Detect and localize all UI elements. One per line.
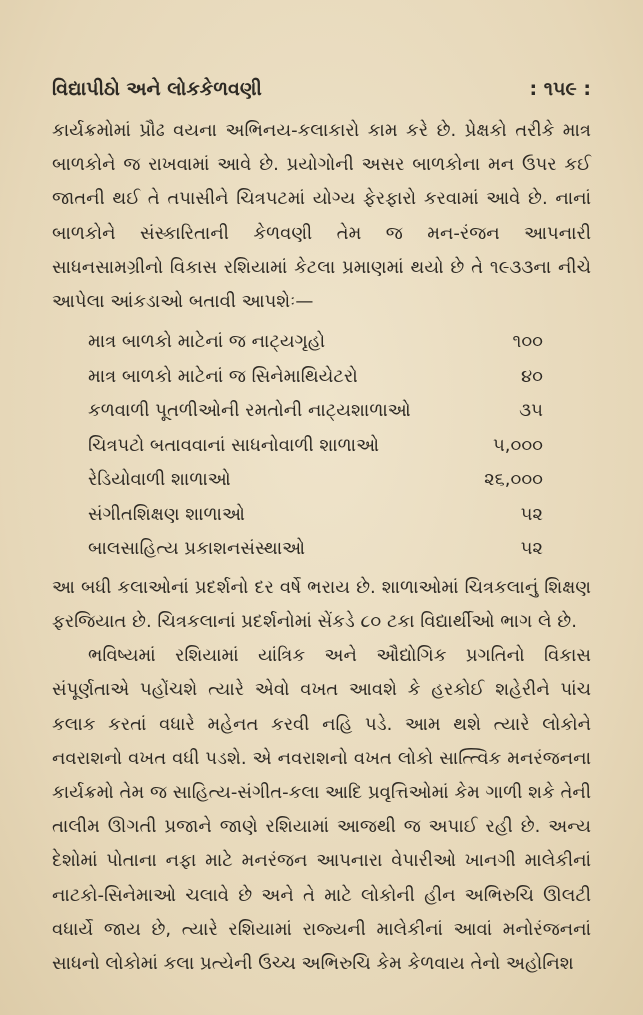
table-row bbox=[88, 394, 591, 429]
row-value: ૪૦ bbox=[521, 365, 543, 387]
row-label: ચિત્રપટો બતાવવાનાં સાધનોવાળી શાળાઓ bbox=[88, 434, 379, 456]
table-row bbox=[88, 463, 591, 498]
row-label: સંગીતશિક્ષણ શાળાઓ bbox=[88, 503, 245, 525]
table-row bbox=[88, 532, 591, 567]
paragraph-2: આ બધી કલાઓનાં પ્રદર્શનો દર વર્ષે ભરાય છે. શાળાઓમાં ચિત્રકલાનું શિક્ષણ ફરજિયાત છે. ચિત્રકલાનાં પ્રદર્શનોમાં સેંકડે ૮૦ ટકા વિદ્યાર્થીઓ ભાગ લે છે. bbox=[52, 576, 591, 632]
row-label: માત્ર બાળકો માટેનાં જ સિનેમાથિયેટરો bbox=[88, 365, 358, 387]
row-value: ૨૬,૦૦૦ bbox=[484, 469, 543, 491]
row-label: બાલસાહિત્ય પ્રકાશનસંસ્થાઓ bbox=[88, 538, 306, 560]
table-row bbox=[88, 429, 591, 464]
page-number: : ૧૫૯ : bbox=[529, 78, 591, 100]
table-row bbox=[88, 360, 591, 395]
row-value: ૩૫ bbox=[519, 400, 543, 422]
chapter-title: વિદ્યાપીઠો અને લોકકેળવણી bbox=[52, 78, 262, 100]
row-label: કળવાળી પૂતળીઓની રમતોની નાટ્યશાળાઓ bbox=[88, 400, 411, 422]
table-row bbox=[88, 325, 591, 360]
paragraph-3: ભવિષ્યમાં રશિયામાં યાંત્રિક અને ઔદ્યોગિક પ્રગતિનો વિકાસ સંપૂર્ણતાએ પહોંચશે ત્યારે એવો વખત આવશે કે હરકોઈ શહેરીને પાંચ કલાક કરતાં વધારે મહેનત કરવી નહિ પડે. આમ થશે ત્યારે લોકોને નવરાશનો વખત વધી પડશે. એ નવરાશનો વખત લોકો સાત્ત્વિક મનરંજનના કાર્યક્રમો તેમ જ સાહિત્ય-સંગીત-કલા આદિ પ્રવૃત્તિઓમાં કેમ ગાળી શકે તેની તાલીમ ઊગતી પ્રજાને જાણે રશિયામાં આજથી જ અપાઈ રહી છે. અન્ય દેશોમાં પોતાના નફા માટે મનરંજન આપનારા વેપારીઓ ખાનગી માલેકીનાં નાટકો-સિનેમાઓ ચલાવે છે અને તે માટે લોકોની હીન અભિરુચિ ઊલટી વધાર્યે જાય છે, ત્યારે રશિયામાં રાજ્યની માલેકીનાં આવાં મનોરંજનનાં સાધનો લોકોમાં કલા પ્રત્યેની ઉચ્ચ અભિરુચિ કેમ કેળવાય તેનો અહોનિશ bbox=[52, 645, 591, 974]
row-value: ૫૨ bbox=[520, 538, 543, 560]
row-label: માત્ર બાળકો માટેનાં જ નાટ્યગૃહો bbox=[88, 331, 326, 353]
table-row bbox=[88, 498, 591, 533]
row-value: ૧૦૦ bbox=[512, 331, 543, 353]
paragraph-1: કાર્યક્રમોમાં પ્રૌઢ વયના અભિનય-કલાકારો કામ કરે છે. પ્રેક્ષકો તરીકે માત્ર બાળકોને જ રાખવામાં આવે છે. પ્રયોગોની અસર બાળકોના મન ઉપર કઈ જાતની થઈ તે તપાસીને ચિત્રપટમાં યોગ્ય ફેરફારો કરવામાં આવે છે. નાનાં બાળકોને સંસ્કારિતાની કેળવણી તેમ જ મન-રંજન આપનારી સાધનસામગ્રીનો વિકાસ રશિયામાં કેટલા પ્રમાણમાં થયો છે તે ૧૯૩૩ના નીચે આપેલા આંકડાઓ બતાવી આપશેઃ— bbox=[52, 120, 591, 313]
statistics-table bbox=[52, 325, 591, 567]
row-label: રેડિયોવાળી શાળાઓ bbox=[88, 469, 231, 491]
running-header bbox=[52, 78, 591, 100]
row-value: ૫૨ bbox=[520, 503, 543, 525]
row-value: ૫,૦૦૦ bbox=[492, 434, 543, 456]
